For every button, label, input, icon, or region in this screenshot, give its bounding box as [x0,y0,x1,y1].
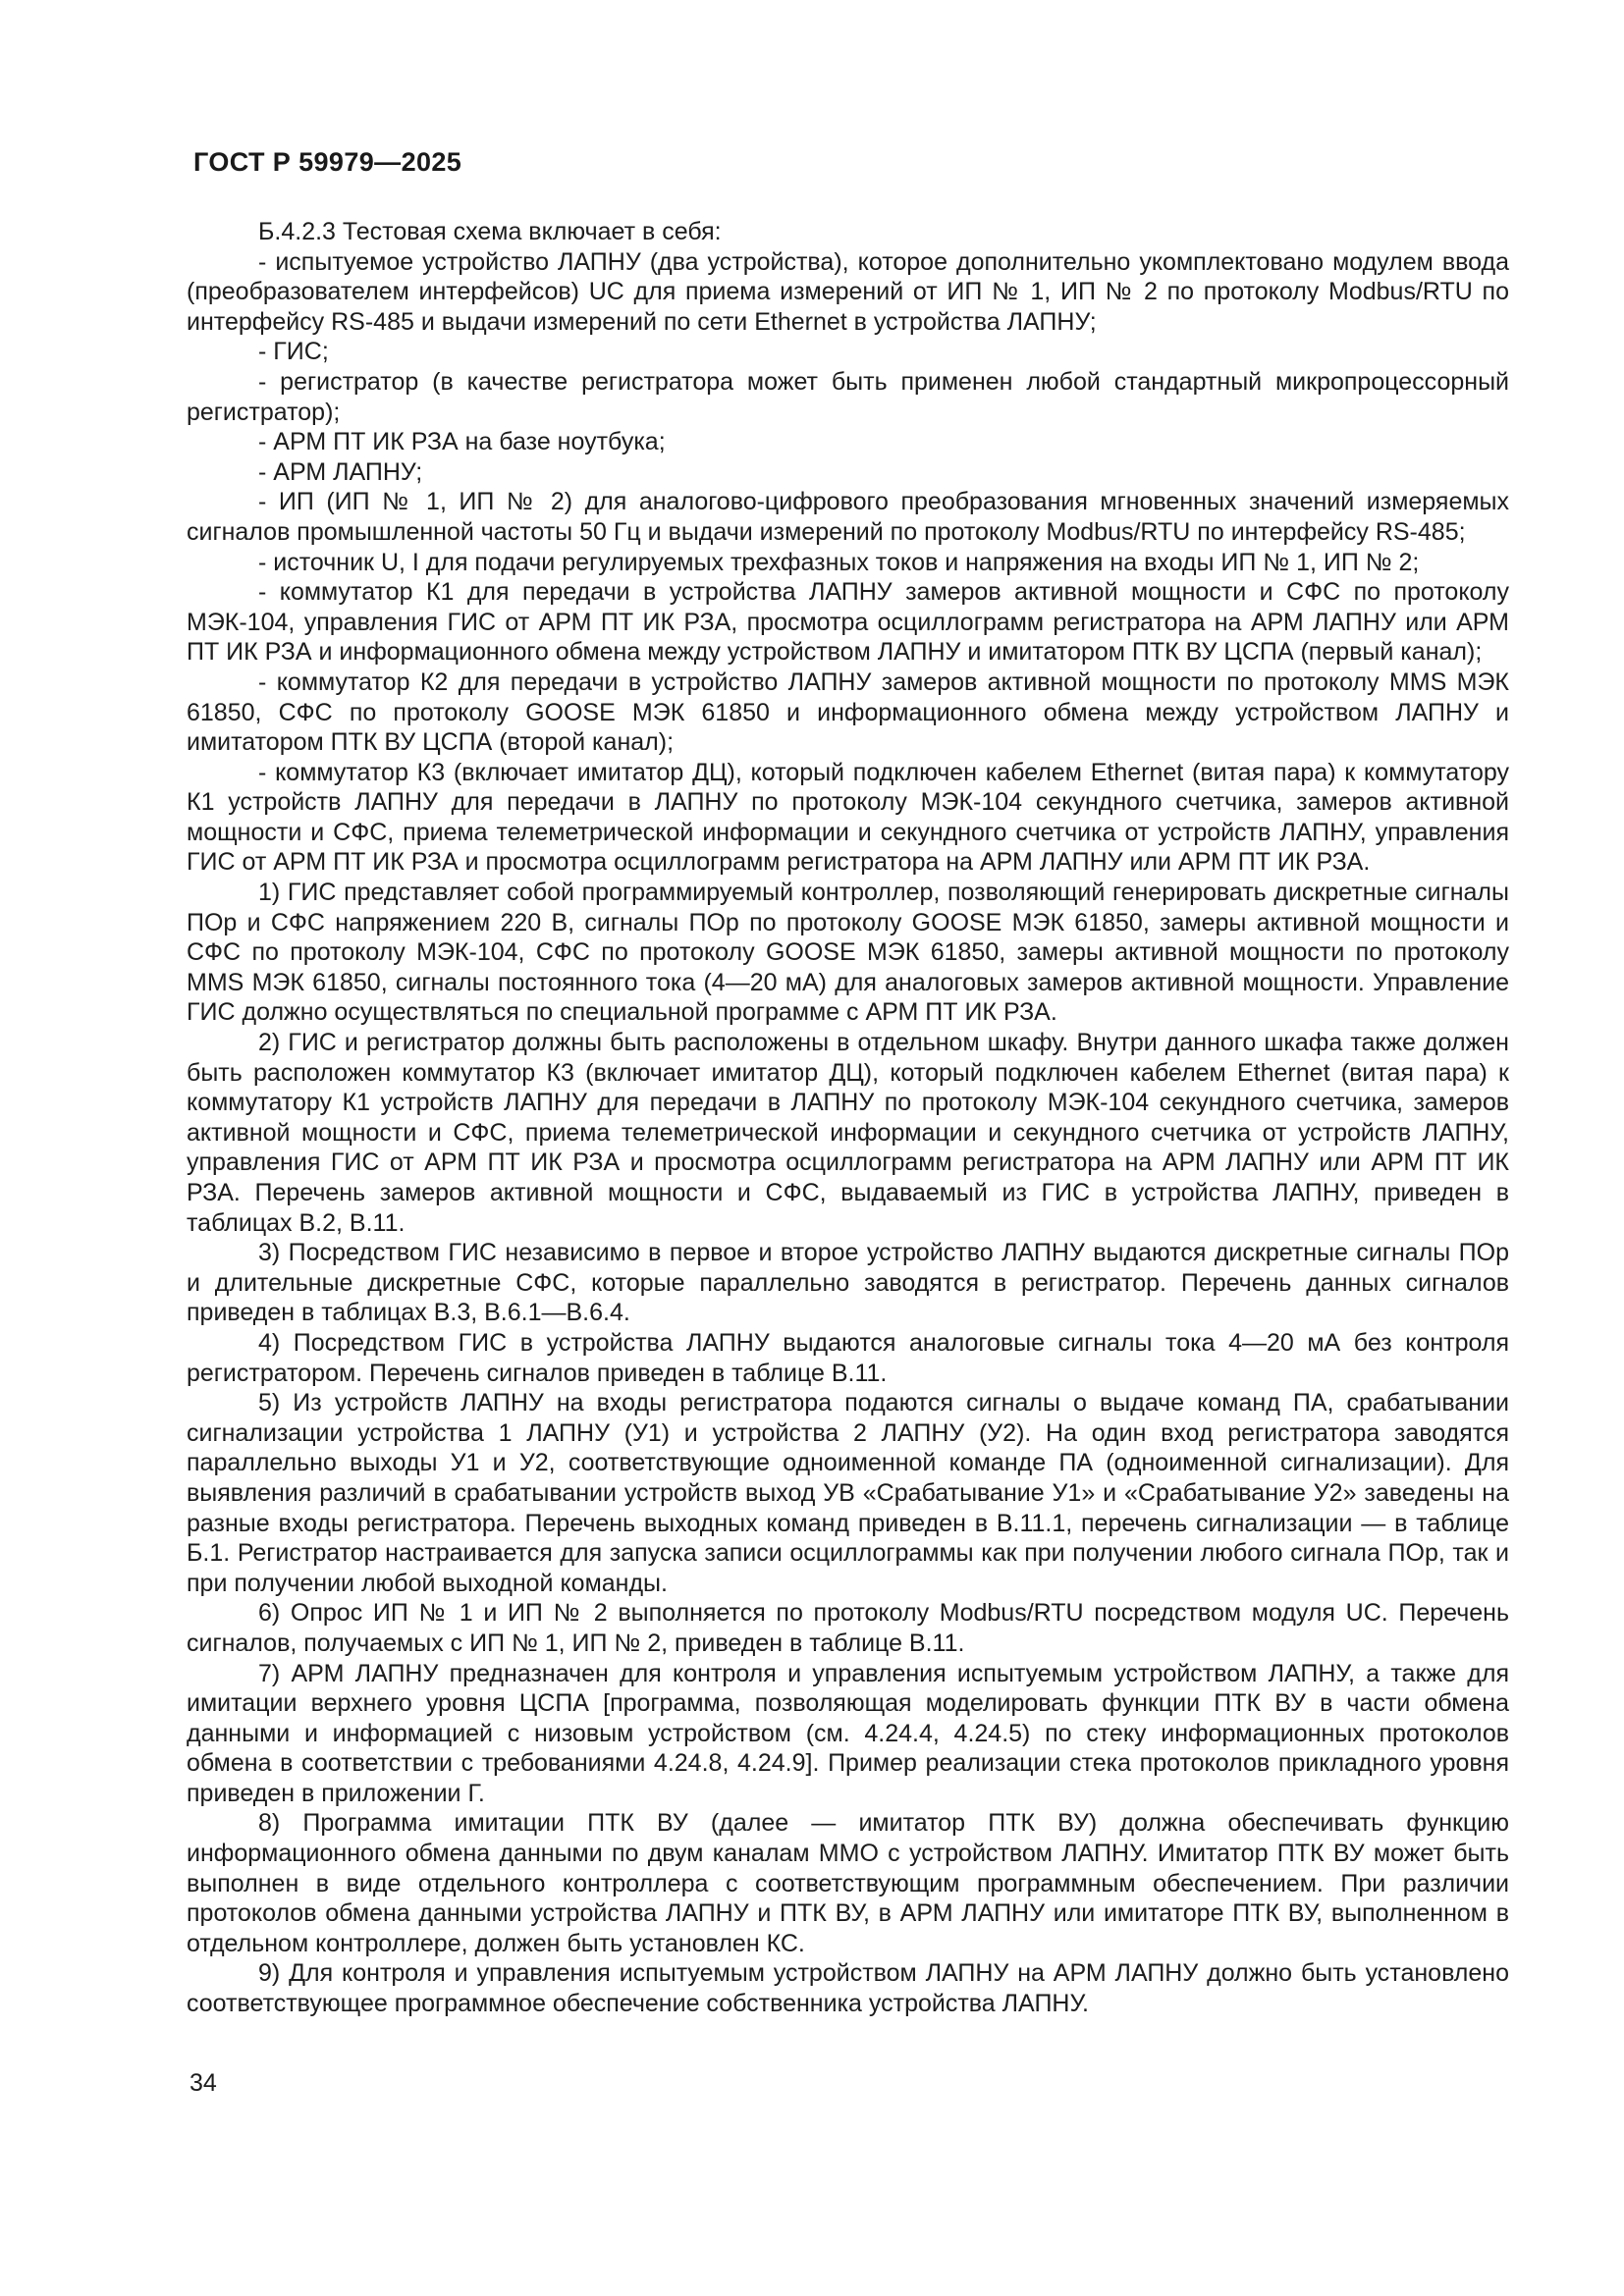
document-title: ГОСТ Р 59979—2025 [193,147,462,177]
paragraph: - источник U, I для подачи регулируемых трехфазных токов и напряжения на входы ИП № 1, ИП № 2; [258,548,1420,576]
paragraph: - регистратор (в качестве регистратора может быть применен любой стандартный микропроцессорный регистратор); [187,367,1509,426]
paragraph: - коммутатор К3 (включает имитатор ДЦ), который подключен кабелем Ethernet (витая пара) к коммутатору К1 устройств ЛАПНУ для передачи в ЛАПНУ по протоколу МЭК-104 секундного счетчика, замеров активной мощности и СФС, приема телеметрической информации и секундного счетчика от устройств ЛАПНУ, управления ГИС от АРМ ПТ ИК РЗА и просмотра осциллограмм регистратора на АРМ ЛАПНУ или АРМ ПТ ИК РЗА. [187,758,1509,877]
paragraph: - коммутатор К2 для передачи в устройство ЛАПНУ замеров активной мощности по протоколу MMS МЭК 61850, СФС по протоколу GOOSE МЭК 61850 и информационного обмена между устройством ЛАПНУ и имитатором ПТК ВУ ЦСПА (второй канал); [187,667,1509,757]
paragraph: - АРМ ЛАПНУ; [258,457,423,486]
paragraph: - испытуемое устройство ЛАПНУ (два устройства), которое дополнительно укомплектовано модулем ввода (преобразователем интерфейсов) UC для приема измерений от ИП № 1, ИП № 2 по протоколу Modbus/RTU по интерфейсу RS-485 и выдачи измерений по сети Ethernet в устройства ЛАПНУ; [187,247,1509,336]
paragraph: Б.4.2.3 Тестовая схема включает в себя: [258,218,722,245]
paragraph: 1) ГИС представляет собой программируемый контроллер, позволяющий генерировать дискретные сигналы ПОр и СФС напряжением 220 В, сигналы ПОр по протоколу GOOSE МЭК 61850, замеры активной мощности и СФС по протоколу МЭК-104, СФС по протоколу GOOSE МЭК 61850, замеры активной мощности по протоколу MMS МЭК 61850, сигналы постоянного тока (4—20 мА) для аналоговых замеров активной мощности. Управление ГИС должно осуществляться по специальной программе с АРМ ПТ ИК РЗА. [187,879,1509,1027]
paragraph: 6) Опрос ИП № 1 и ИП № 2 выполняется по протоколу Modbus/RTU посредством модуля UC. Перечень сигналов, получаемых с ИП № 1, ИП № 2, приведен в таблице В.11. [187,1599,1509,1657]
paragraph: - ИП (ИП № 1, ИП № 2) для аналогово-цифрового преобразования мгновенных значений измеряемых сигналов промышленной частоты 50 Гц и выдачи измерений по протоколу Modbus/RTU по интерфейсу RS-485; [187,488,1509,546]
paragraph: - коммутатор К1 для передачи в устройства ЛАПНУ замеров активной мощности и СФС по протоколу МЭК-104, управления ГИС от АРМ ПТ ИК РЗА, просмотра осциллограмм регистратора на АРМ ЛАПНУ или АРМ ПТ ИК РЗА и информационного обмена между устройством ЛАПНУ и имитатором ПТК ВУ ЦСПА (первый канал); [187,578,1509,667]
paragraph: 5) Из устройств ЛАПНУ на входы регистратора подаются сигналы о выдаче команд ПА, срабатывании сигнализации устройства 1 ЛАПНУ (У1) и устройства 2 ЛАПНУ (У2). На один вход регистратора заводятся параллельно выходы У1 и У2, соответствующие одноименной команде ПА (одноименной сигнализации). Для выявления различий в срабатывании устройств выход УВ «Срабатывание У1» и «Срабатывание У2» заведены на разные входы регистратора. Перечень выходных команд приведен в В.11.1, перечень сигнализации — в таблице Б.1. Регистратор настраивается для запуска записи осциллограммы как при получении любого сигнала ПОр, так и при получении любой выходной команды. [187,1389,1509,1597]
paragraph: 4) Посредством ГИС в устройства ЛАПНУ выдаются аналоговые сигналы тока 4—20 мА без контроля регистратором. Перечень сигналов приведен в таблице В.11. [187,1328,1509,1387]
paragraph: 3) Посредством ГИС независимо в первое и второе устройство ЛАПНУ выдаются дискретные сигналы ПОр и длительные дискретные СФС, которые параллельно заводятся в регистратор. Перечень данных сигналов приведен в таблицах В.3, В.6.1—В.6.4. [187,1239,1509,1327]
paragraph: 8) Программа имитации ПТК ВУ (далее — имитатор ПТК ВУ) должна обеспечивать функцию информационного обмена данными по двум каналам ММО с устройством ЛАПНУ. Имитатор ПТК ВУ может быть выполнен в виде отдельного контроллера с соответствующим программным обеспечением. При различии протоколов обмена данными устройства ЛАПНУ и ПТК ВУ, в АРМ ЛАПНУ или имитаторе ПТК ВУ, выполненном в отдельном контроллере, должен быть установлен КС. [187,1809,1509,1957]
page-number: 34 [189,2069,217,2097]
document-body [187,217,1509,2019]
paragraph: 9) Для контроля и управления испытуемым устройством ЛАПНУ на АРМ ЛАПНУ должно быть установлено соответствующее программное обеспечение собственника устройства ЛАПНУ. [187,1959,1509,2018]
paragraph: - ГИС; [258,338,329,366]
paragraph: - АРМ ПТ ИК РЗА на базе ноутбука; [258,428,666,456]
paragraph: 2) ГИС и регистратор должны быть расположены в отдельном шкафу. Внутри данного шкафа также должен быть расположен коммутатор К3 (включает имитатор ДЦ), который подключен кабелем Ethernet (витая пара) к коммутатору К1 устройств ЛАПНУ для передачи в ЛАПНУ по протоколу МЭК-104 секундного счетчика, замеров активной мощности и СФС, приема телеметрической информации и секундного счетчика от устройств ЛАПНУ, управления ГИС от АРМ ПТ ИК РЗА и просмотра осциллограмм регистратора на АРМ ЛАПНУ или АРМ ПТ ИК РЗА. Перечень замеров активной мощности и СФС, выдаваемый из ГИС в устройства ЛАПНУ, приведен в таблицах В.2, В.11. [187,1029,1509,1237]
paragraph: 7) АРМ ЛАПНУ предназначен для контроля и управления испытуемым устройством ЛАПНУ, а также для имитации верхнего уровня ЦСПА [программа, позволяющая моделировать функции ПТК ВУ в части обмена данными и информацией с низовым устройством (см. 4.24.4, 4.24.5) по стеку информационных протоколов обмена в соответствии с требованиями 4.24.8, 4.24.9]. Пример реализации стека протоколов прикладного уровня приведен в приложении Г. [187,1659,1509,1807]
